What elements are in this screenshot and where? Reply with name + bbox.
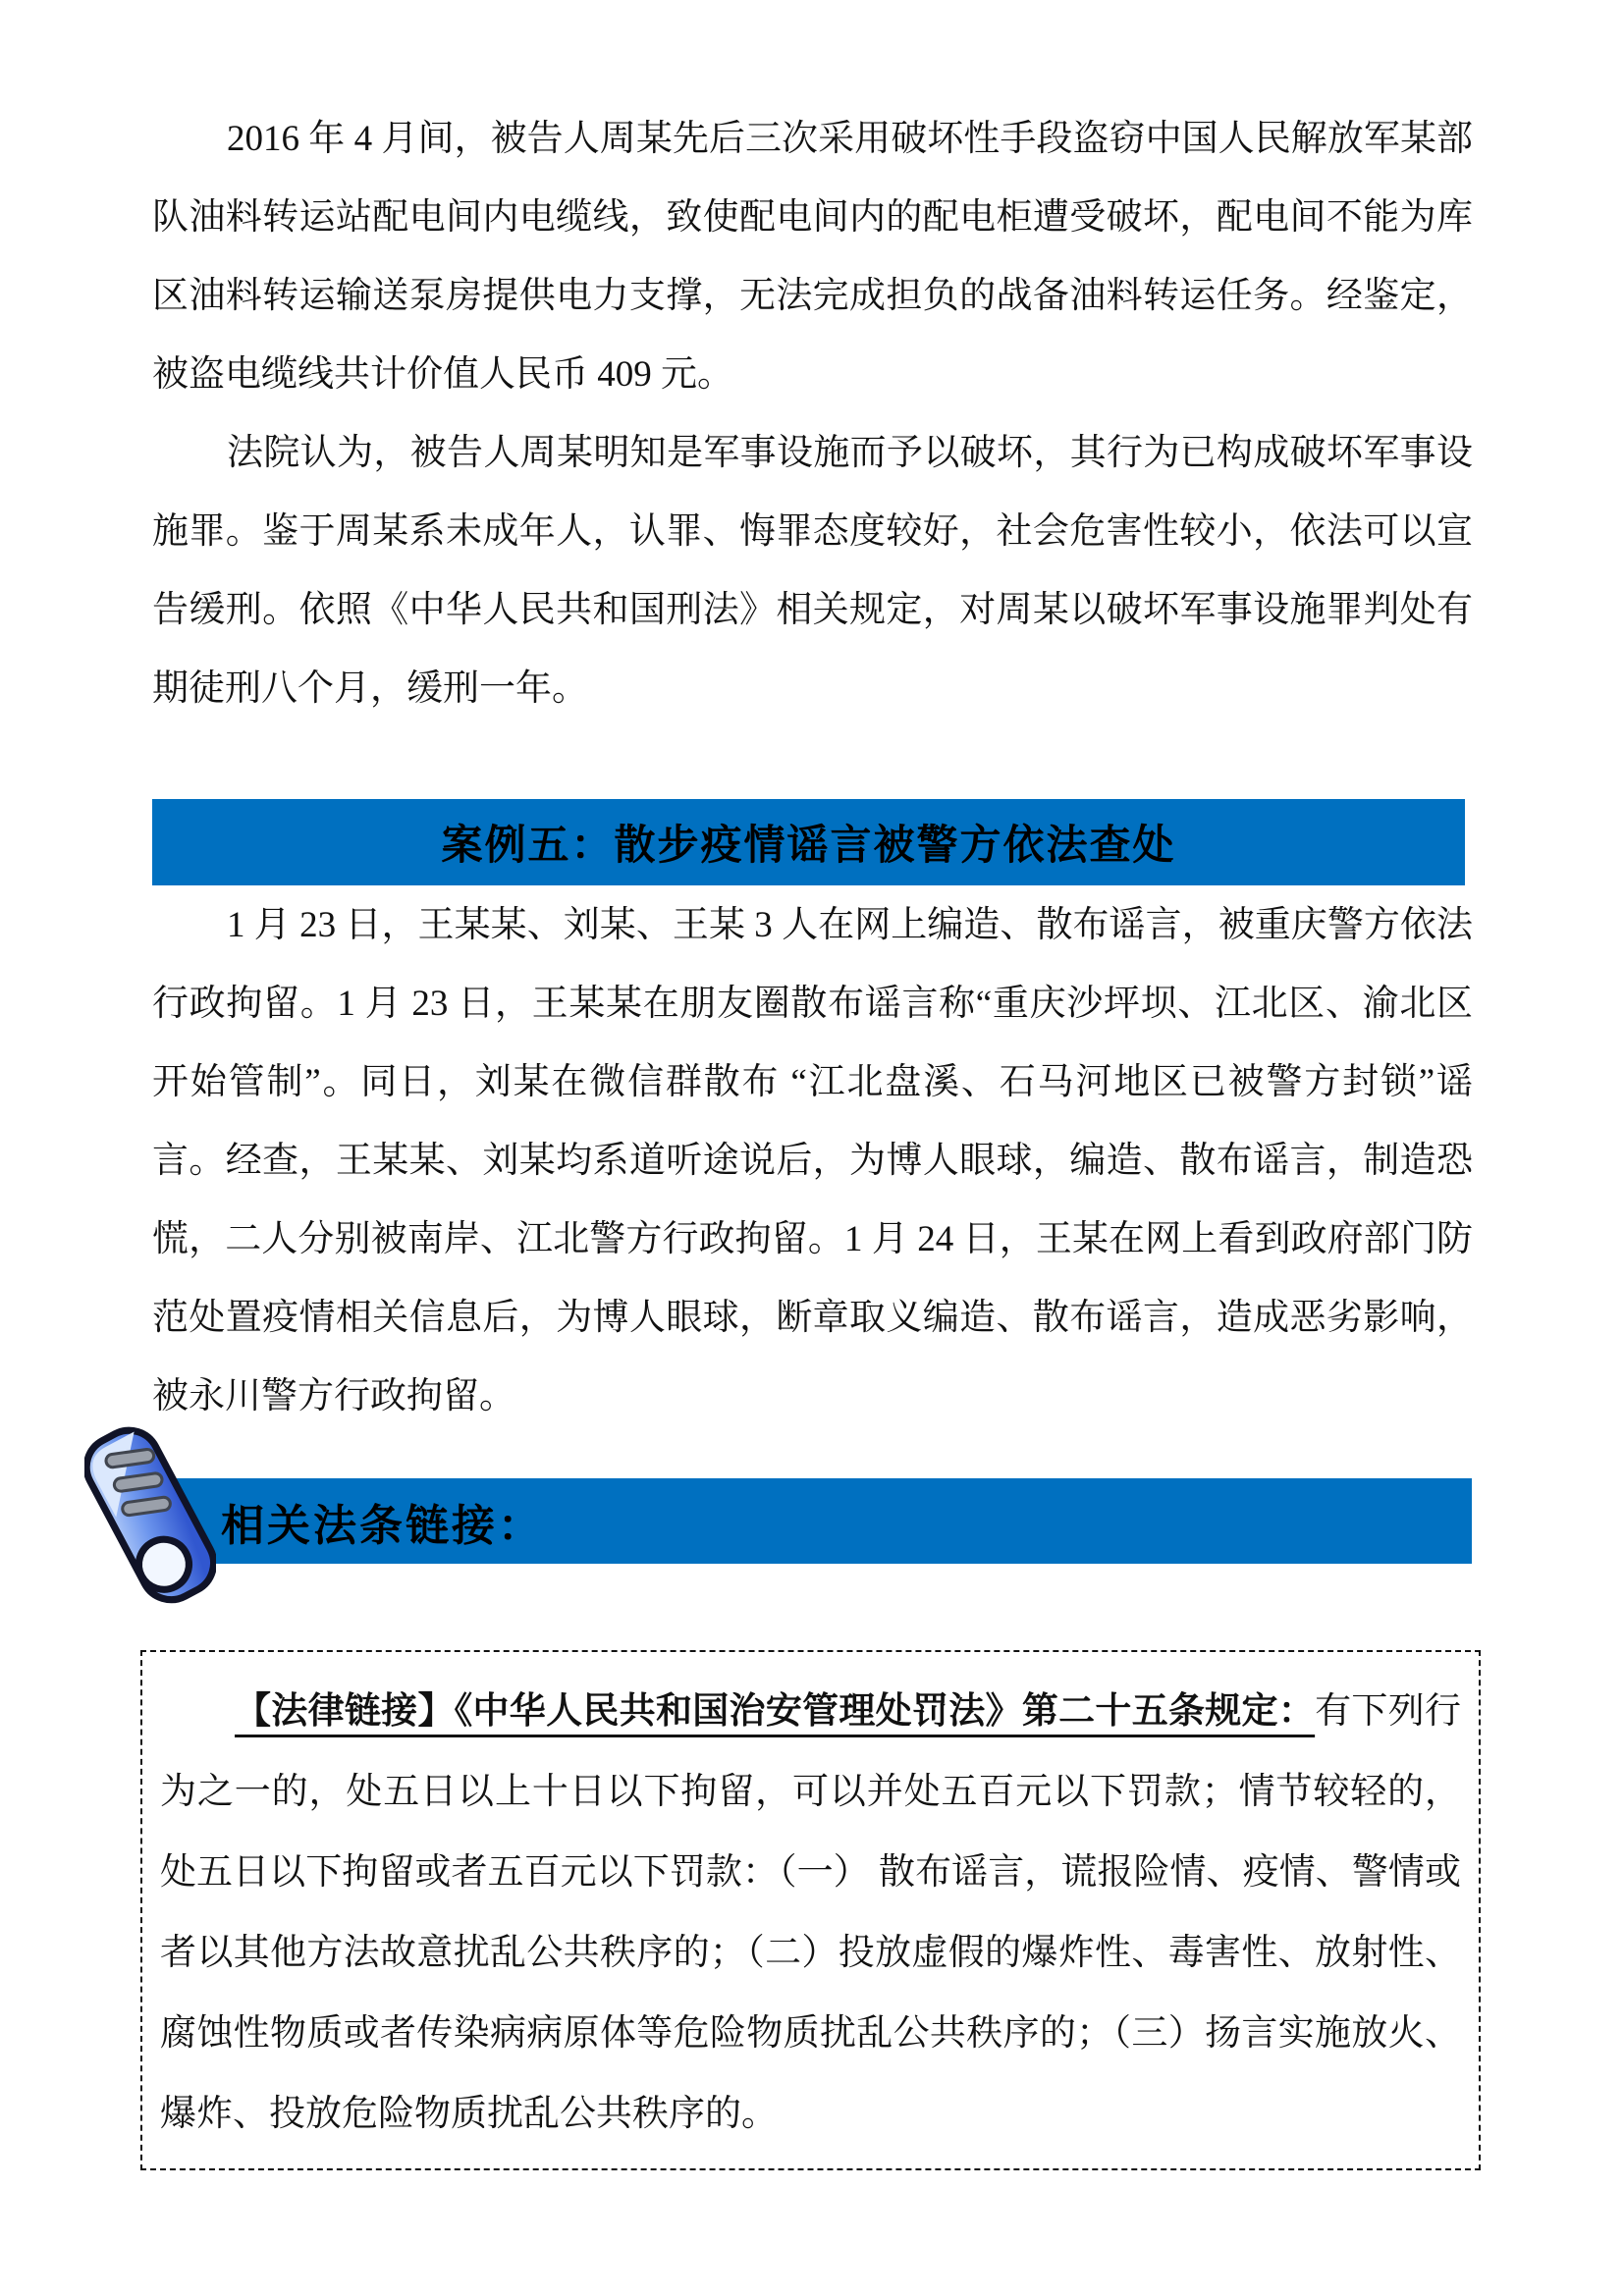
law-link-banner: [136, 1478, 1472, 1564]
case4-ruling-paragraph: 法院认为，被告人周某明知是军事设施而予以破坏，其行为已构成破坏军事设施罪。鉴于周某系未成年人，认罪、悔罪态度较好，社会危害性较小，依法可以宣告缓刑。依照《中华人民共和国刑法》相关规定，对周某以破坏军事设施罪判处有期徒刑八个月，缓刑一年。: [152, 433, 1473, 709]
law-quote-box: [140, 1650, 1481, 2170]
case4-text-block: [152, 100, 1473, 728]
law-link-title: 相关法条链接：: [221, 1501, 544, 1550]
law-citation-body: 有下列行为之一的，处五日以上十日以下拘留，可以并处五百元以下罚款；情节较轻的，处五日以下拘留或者五百元以下罚款：（一） 散布谣言，谎报险情、疫情、警情或者以其他方法故意扰乱公共秩序的；（二）投放虚假的爆炸性、毒害性、放射性、腐蚀性物质或者传染病病原体等危险物质扰乱公共秩序的；（三）扬言实施放火、爆炸、投放危险物质扰乱公共秩序的。: [160, 1691, 1462, 2134]
whistle-tag-icon: [84, 1419, 216, 1620]
case5-title: 案例五：散步疫情谣言被警方依法查处: [441, 822, 1176, 868]
case5-body-paragraph: 1 月 23 日，王某某、刘某、王某 3 人在网上编造、散布谣言，被重庆警方依法行政拘留。1 月 23 日，王某某在朋友圈散布谣言称“重庆沙坪坝、江北区、渝北区开始管制”。同日，刘某在微信群散布 “江北盘溪、石马河地区已被警方封锁”谣言。经查，王某某、刘某均系道听途说后，为博人眼球，编造、散布谣言，制造恐慌，二人分别被南岸、江北警方行政拘留。1 月 24 日，王某在网上看到政府部门防范处置疫情相关信息后，为博人眼球，断章取义编造、散布谣言，造成恶劣影响，被永川警方行政拘留。: [152, 905, 1473, 1416]
law-quote-paragraph: [160, 1672, 1461, 2155]
law-citation-lead: 【法律链接】《中华人民共和国治安管理处罚法》第二十五条规定：: [235, 1691, 1316, 1732]
case4-facts-paragraph: 2016 年 4 月间，被告人周某先后三次采用破坏性手段盗窃中国人民解放军某部队油料转运站配电间内电缆线，致使配电间内的配电柜遭受破坏，配电间不能为库区油料转运输送泵房提供电力支撑，无法完成担负的战备油料转运任务。经鉴定，被盗电缆线共计价值人民币 409 元。: [152, 119, 1473, 395]
case5-title-banner: [152, 799, 1465, 885]
